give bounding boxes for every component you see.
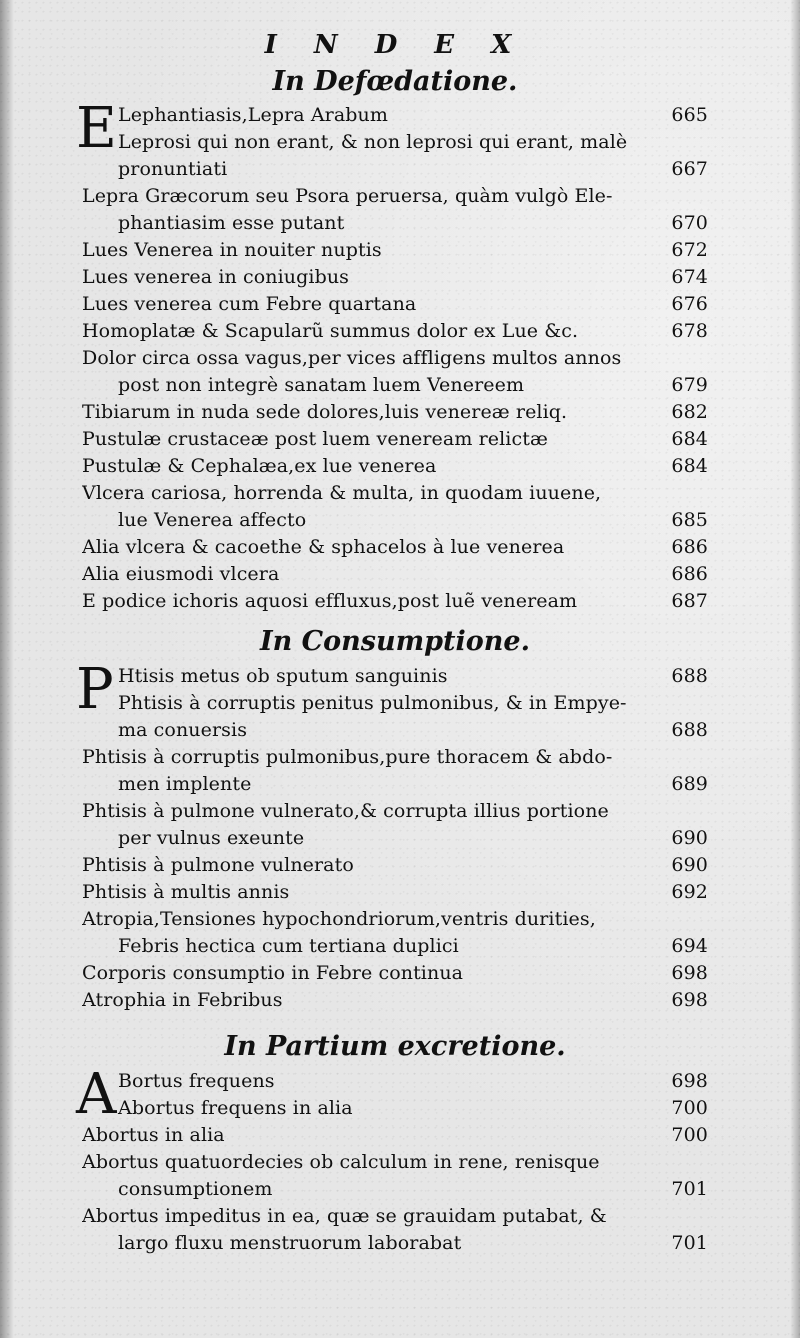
entry-text-continued: post non integrè sanatam luem Venereem <box>118 374 525 396</box>
entry-text: Lephantiasis,Lepra Arabum <box>118 104 389 126</box>
index-entry <box>82 345 708 399</box>
entry-text: Leprosi qui non erant, & non leprosi qui erant, malè <box>118 131 628 153</box>
index-entry <box>82 798 708 852</box>
entry-text-continued: largo fluxu menstruorum laborabat <box>118 1232 462 1254</box>
index-entry <box>82 102 708 129</box>
entry-text: Lepra Græcorum seu Psora peruersa, quàm vulgò Ele- <box>82 185 613 207</box>
index-entry <box>82 987 708 1014</box>
page-number: 679 <box>671 374 708 396</box>
page-number: 694 <box>671 935 708 957</box>
index-entry <box>82 237 708 264</box>
index-entry <box>82 1203 708 1257</box>
page-number: 692 <box>671 881 708 903</box>
index-entry <box>82 426 708 453</box>
page-number: 685 <box>671 509 708 531</box>
index-entry <box>82 561 708 588</box>
index-entry <box>82 744 708 798</box>
page-number: 689 <box>671 773 708 795</box>
page-number: 700 <box>671 1124 708 1146</box>
entry-text: Htisis metus ob sputum sanguinis <box>118 665 448 687</box>
page-number: 674 <box>671 266 708 288</box>
entry-text: Lues venerea cum Febre quartana <box>82 293 417 315</box>
section-title: In Partium excretione. <box>224 1031 566 1062</box>
entry-text: Phtisis à pulmone vulnerato,& corrupta illius portione <box>82 800 609 822</box>
drop-capital: A <box>76 1062 117 1127</box>
index-entry <box>82 480 708 534</box>
index-content <box>76 62 708 1257</box>
page-number: 684 <box>671 428 708 450</box>
index-entry <box>82 588 708 615</box>
index-entry <box>82 663 708 690</box>
entry-text: Abortus impeditus in ea, quæ se grauidam putabat, & <box>82 1205 607 1227</box>
entry-text: Tibiarum in nuda sede dolores,luis venereæ reliq. <box>82 401 568 423</box>
entry-text: Atropia,Tensiones hypochondriorum,ventris durities, <box>82 908 596 930</box>
page-number: 684 <box>671 455 708 477</box>
page-number: 698 <box>671 1070 708 1092</box>
entry-text: Vlcera cariosa, horrenda & multa, in quodam iuuene, <box>82 482 602 504</box>
page-number: 698 <box>671 962 708 984</box>
drop-capital: P <box>76 657 114 722</box>
entry-text-continued: phantiasim esse putant <box>118 212 345 234</box>
entry-text: Homoplatæ & Scapularũ summus dolor ex Lue &c. <box>82 320 579 342</box>
index-entry <box>82 1095 708 1122</box>
index-entry <box>82 960 708 987</box>
entry-text-continued: men implente <box>118 773 252 795</box>
index-entry <box>82 129 708 183</box>
index-entry <box>82 399 708 426</box>
entry-text: Abortus in alia <box>82 1124 225 1146</box>
entry-text-continued: lue Venerea affecto <box>118 509 307 531</box>
index-entry <box>82 534 708 561</box>
page-number: 687 <box>671 590 708 612</box>
entry-text: Abortus quatuordecies ob calculum in rene, renisque <box>82 1151 600 1173</box>
index-entry <box>82 906 708 960</box>
drop-capital: E <box>76 96 117 161</box>
page-number: 701 <box>671 1232 708 1254</box>
entry-text: Dolor circa ossa vagus,per vices affligens multos annos <box>82 347 622 369</box>
entry-text: Abortus frequens in alia <box>118 1097 353 1119</box>
entry-text: Phtisis à multis annis <box>82 881 290 903</box>
entry-text: Bortus frequens <box>118 1070 275 1092</box>
index-entry <box>82 1149 708 1203</box>
page-number: 688 <box>671 665 708 687</box>
index-entry <box>82 852 708 879</box>
entry-text: Lues venerea in coniugibus <box>82 266 350 288</box>
index-entry <box>82 264 708 291</box>
index-entry <box>82 183 708 237</box>
page-number: 676 <box>671 293 708 315</box>
entry-text: Lues Venerea in nouiter nuptis <box>82 239 382 261</box>
index-entry <box>82 690 708 744</box>
entry-text: Phtisis à pulmone vulnerato <box>82 854 354 876</box>
page-number: 701 <box>671 1178 708 1200</box>
page-number: 682 <box>671 401 708 423</box>
entry-text-continued: Febris hectica cum tertiana duplici <box>118 935 459 957</box>
running-head: I N D E X <box>264 30 526 60</box>
page-number: 690 <box>671 827 708 849</box>
page-number: 686 <box>671 563 708 585</box>
entry-text: Pustulæ crustaceæ post luem veneream relictæ <box>82 428 548 450</box>
page-number: 698 <box>671 989 708 1011</box>
page-number: 690 <box>671 854 708 876</box>
index-entry <box>82 318 708 345</box>
entry-text-continued: pronuntiati <box>118 158 228 180</box>
section-title: In Consumptione. <box>259 626 530 657</box>
entry-text: Alia eiusmodi vlcera <box>82 563 280 585</box>
entry-text: Atrophia in Febribus <box>82 989 283 1011</box>
entry-text: E podice ichoris aquosi effluxus,post luẽ veneream <box>82 590 578 612</box>
page-number: 700 <box>671 1097 708 1119</box>
index-entry <box>82 453 708 480</box>
entry-text-continued: per vulnus exeunte <box>118 827 305 849</box>
page-number: 667 <box>671 158 708 180</box>
index-entry <box>82 879 708 906</box>
section-entries <box>76 657 708 1014</box>
page-number: 686 <box>671 536 708 558</box>
entry-text: Phtisis à corruptis penitus pulmonibus, & in Empye- <box>118 692 627 714</box>
section-entries <box>76 96 708 615</box>
entry-text: Phtisis à corruptis pulmonibus,pure thoracem & abdo- <box>82 746 613 768</box>
index-entry <box>82 291 708 318</box>
page-number: 688 <box>671 719 708 741</box>
index-entry <box>82 1122 708 1149</box>
entry-text: Alia vlcera & cacoethe & sphacelos à lue venerea <box>82 536 565 558</box>
entry-text-continued: ma conuersis <box>118 719 248 741</box>
page-number: 665 <box>671 104 708 126</box>
page-number: 672 <box>671 239 708 261</box>
page-number: 678 <box>671 320 708 342</box>
entry-text: Pustulæ & Cephalæa,ex lue venerea <box>82 455 437 477</box>
page-number: 670 <box>671 212 708 234</box>
index-entry <box>82 1068 708 1095</box>
section-entries <box>76 1062 708 1257</box>
entry-text-continued: consumptionem <box>118 1178 273 1200</box>
section-title: In Defœdatione. <box>272 66 518 97</box>
entry-text: Corporis consumptio in Febre continua <box>82 962 464 984</box>
